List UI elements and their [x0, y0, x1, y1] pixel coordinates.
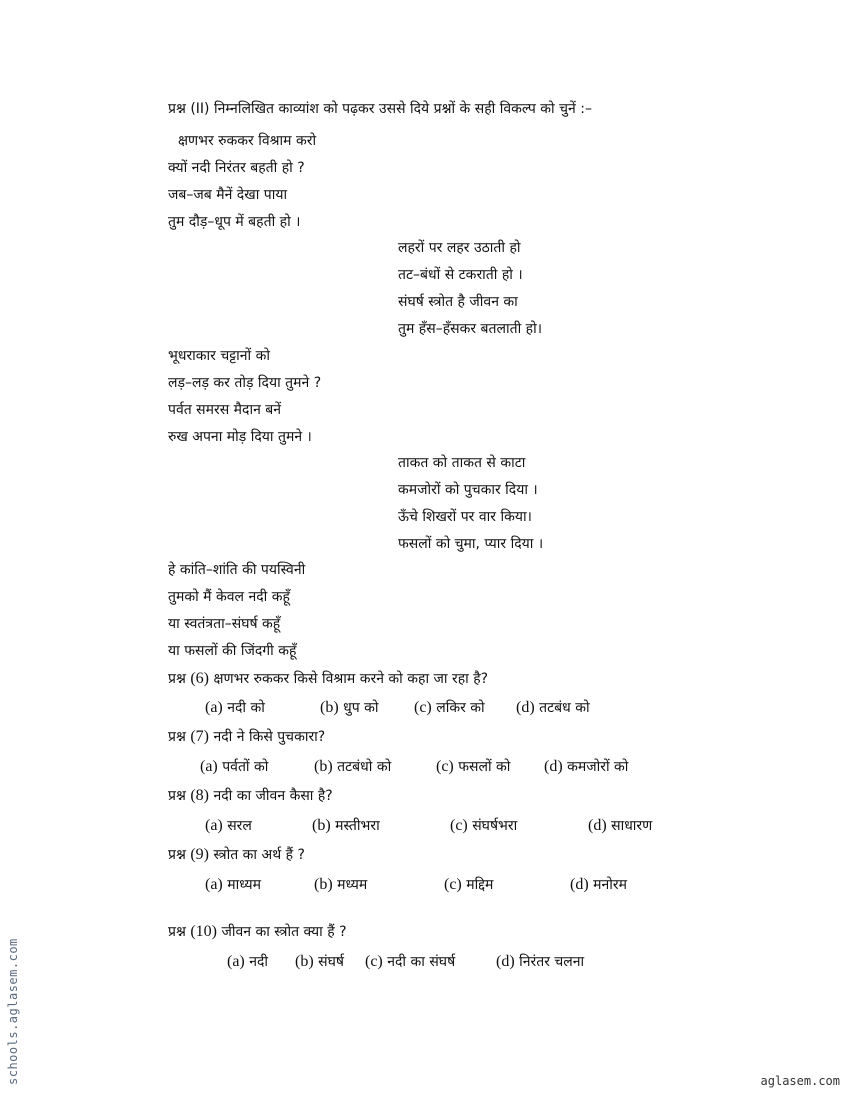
question-text: क्षणभर रुककर किसे विश्राम करने को कहा जा रहा है?	[213, 671, 489, 687]
question-prefix: प्रश्न	[168, 847, 186, 863]
question-prefix: प्रश्न	[168, 671, 186, 687]
question-7	[168, 728, 325, 746]
question-number: (9)	[190, 846, 209, 863]
question-6	[168, 670, 488, 688]
option-d: (d) साधारण	[588, 817, 653, 834]
watermark-left: schools.aglasem.com	[6, 938, 20, 1085]
poem-line: या स्वतंत्रता–संघर्ष कहूँ	[168, 616, 281, 632]
option-a: (a) सरल	[205, 817, 252, 834]
option-d: (d) तटबंध को	[516, 699, 590, 716]
poem-line: लड़–लड़ कर तोड़ दिया तुमने ?	[168, 375, 322, 391]
question-prefix: प्रश्न	[168, 924, 186, 940]
poem-line: हे कांति–शांति की पयस्विनी	[168, 562, 306, 578]
poem-line: जब–जब मैनें देखा पाया	[168, 187, 288, 203]
poem-line: तट–बंधों से टकराती हो ।	[398, 267, 523, 283]
poem-line: भूधराकार चट्टानों को	[168, 348, 270, 364]
question-number: (7)	[190, 728, 209, 745]
poem-line: फसलों को चुमा, प्यार दिया ।	[398, 536, 544, 552]
poem-line: ताकत को ताकत से काटा	[398, 455, 526, 471]
question-text: जीवन का स्त्रोत क्या हैं ?	[221, 924, 347, 940]
question-number: (10)	[190, 923, 217, 940]
poem-line: कमजोरों को पुचकार दिया ।	[398, 482, 538, 498]
question-9	[168, 846, 305, 864]
poem-line: रुख अपना मोड़ दिया तुमने ।	[168, 429, 312, 445]
poem-line: संघर्ष स्त्रोत है जीवन का	[398, 294, 518, 310]
option-d: (d) कमजोरों को	[544, 758, 629, 775]
poem-line: तुमको मैं केवल नदी कहूँ	[168, 589, 290, 605]
option-b: (b) धुप को	[320, 699, 379, 716]
option-b: (b) मस्तीभरा	[312, 817, 380, 834]
option-d: (d) निरंतर चलना	[496, 953, 585, 970]
poem-line: क्यों नदी निरंतर बहती हो ?	[168, 160, 305, 176]
option-a: (a) नदी को	[205, 699, 265, 716]
question-number: (6)	[190, 670, 209, 687]
poem-line: लहरों पर लहर उठाती हो	[398, 240, 521, 256]
question-prefix: प्रश्न	[168, 729, 186, 745]
poem-line: ऊँचे शिखरों पर वार किया।	[398, 509, 532, 525]
poem-line: पर्वत समरस मैदान बनें	[168, 402, 282, 418]
option-c: (c) लकिर को	[414, 699, 485, 716]
question-prefix: प्रश्न	[168, 788, 186, 804]
option-a: (a) नदी	[227, 953, 269, 970]
watermark-right: aglasem.com	[760, 1074, 840, 1088]
option-d: (d) मनोरम	[570, 876, 627, 893]
poem-line: तुम दौड़–धूप में बहती हो ।	[168, 214, 301, 230]
question-number: (8)	[190, 787, 209, 804]
option-a: (a) पर्वतों को	[200, 758, 269, 775]
question-text: नदी का जीवन कैसा है?	[213, 788, 333, 804]
option-b: (b) तटबंधो को	[314, 758, 392, 775]
option-c: (c) फसलों को	[436, 758, 511, 775]
option-a: (a) माध्यम	[205, 876, 261, 893]
option-c: (c) संघर्षभरा	[450, 817, 518, 834]
option-b: (b) मध्यम	[314, 876, 368, 893]
question-text: नदी ने किसे पुचकारा?	[213, 729, 326, 745]
question-8	[168, 787, 333, 805]
poem-line: क्षणभर रुककर विश्राम करो	[178, 133, 317, 149]
option-c: (c) मद्दिम	[444, 876, 494, 893]
option-b: (b) संघर्ष	[295, 953, 344, 970]
poem-line: या फसलों की जिंदगी कहूँ	[168, 643, 297, 659]
question-text: स्त्रोत का अर्थ हैं ?	[213, 847, 305, 863]
instruction: प्रश्न (II) निम्नलिखित काव्यांश को पढ़कर उससे दिये प्रश्नों के सही विकल्प को चुनें :–	[168, 101, 592, 117]
poem-line: तुम हँस–हँसकर बतलाती हो।	[398, 321, 543, 337]
option-c: (c) नदी का संघर्ष	[365, 953, 456, 970]
question-10	[168, 923, 347, 941]
